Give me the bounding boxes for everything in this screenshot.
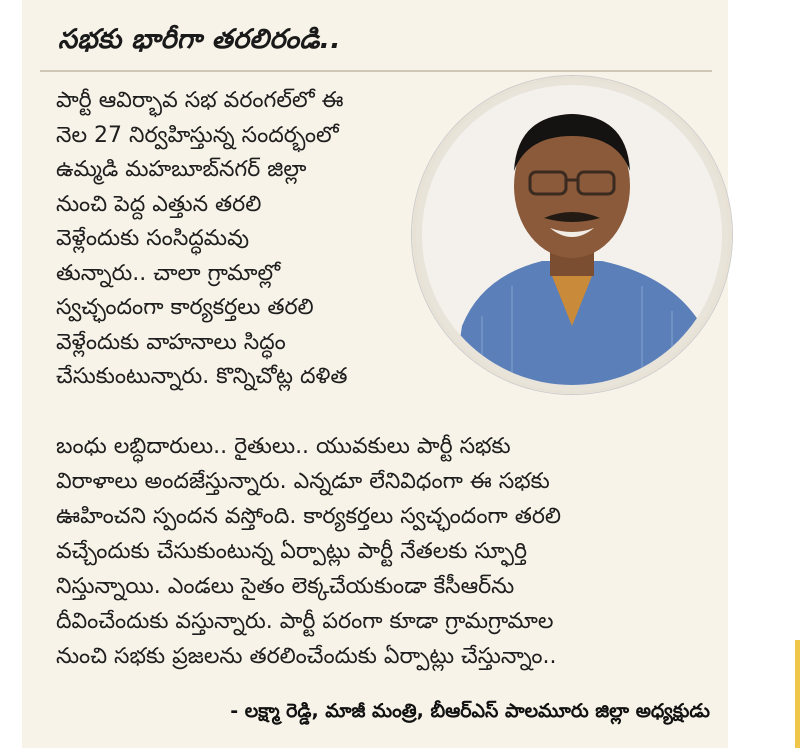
body-line: నెల 27 నిర్వహిస్తున్న సందర్భంలో <box>56 122 339 148</box>
body-line: నుంచి పెద్ద ఎత్తున తరలి <box>56 191 262 217</box>
body-line: చేసుకుంటున్నారు. కొన్నిచోట్ల దళిత <box>56 364 348 389</box>
body-line: వచ్చేందుకు చేసుకుంటున్న ఏర్పాట్లు పార్టీ నేతలకు స్ఫూర్తి <box>56 539 528 564</box>
body-line: ఉమ్మడి మహబూబ్‌నగర్ జిల్లా <box>56 157 307 182</box>
body-line: విరాళాలు అందజేస్తున్నారు. ఎన్నడూ లేనివిధంగా ఈ సభకు <box>56 469 550 494</box>
body-line: స్వచ్ఛందంగా కార్యకర్తలు తరలి <box>56 295 314 320</box>
body-line: పార్టీ ఆవిర్భావ సభ వరంగల్‌లో ఈ <box>56 88 344 113</box>
article-headline: సభకు భారీగా తరలిరండి.. <box>58 24 341 55</box>
body-line: ఊహించని స్పందన వస్తోంది. కార్యకర్తలు స్వచ్ఛందంగా తరలి <box>56 504 562 529</box>
body-line: తున్నారు.. చాలా గ్రామాల్లో <box>56 260 281 286</box>
article-body-wide <box>56 429 716 674</box>
body-line: వెళ్లేందుకు సంసిద్ధమవు <box>56 226 250 251</box>
body-line: బంధు లబ్ధిదారులు.. రైతులు.. యువకులు పార్టీ సభకు <box>56 434 511 459</box>
body-line: వెళ్లేందుకు వాహనాలు సిద్ధం <box>56 329 286 355</box>
adjacent-column-edge <box>760 0 800 748</box>
body-line: నిస్తున్నాయి. ఎండలు సైతం లెక్కచేయకుండా కేసీఆర్‌ను <box>56 574 515 599</box>
quote-attribution: - లక్ష్మా రెడ్డి, మాజీ మంత్రి, బీఆర్ఎస్ పాలమూరు జిల్లా అధ్యక్షుడు <box>230 700 710 722</box>
article-body-narrow <box>56 84 416 395</box>
body-line: దీవించేందుకు వస్తున్నారు. పార్టీ పరంగా కూడా గ్రామగ్రామాల <box>56 609 554 634</box>
portrait-illustration <box>412 76 732 394</box>
adjacent-ad-edge <box>795 640 800 748</box>
headline-divider <box>40 70 712 72</box>
body-line: నుంచి సభకు ప్రజలను తరలించేందుకు ఏర్పాట్లు చేస్తున్నాం.. <box>56 644 557 669</box>
portrait-photo <box>412 76 732 394</box>
